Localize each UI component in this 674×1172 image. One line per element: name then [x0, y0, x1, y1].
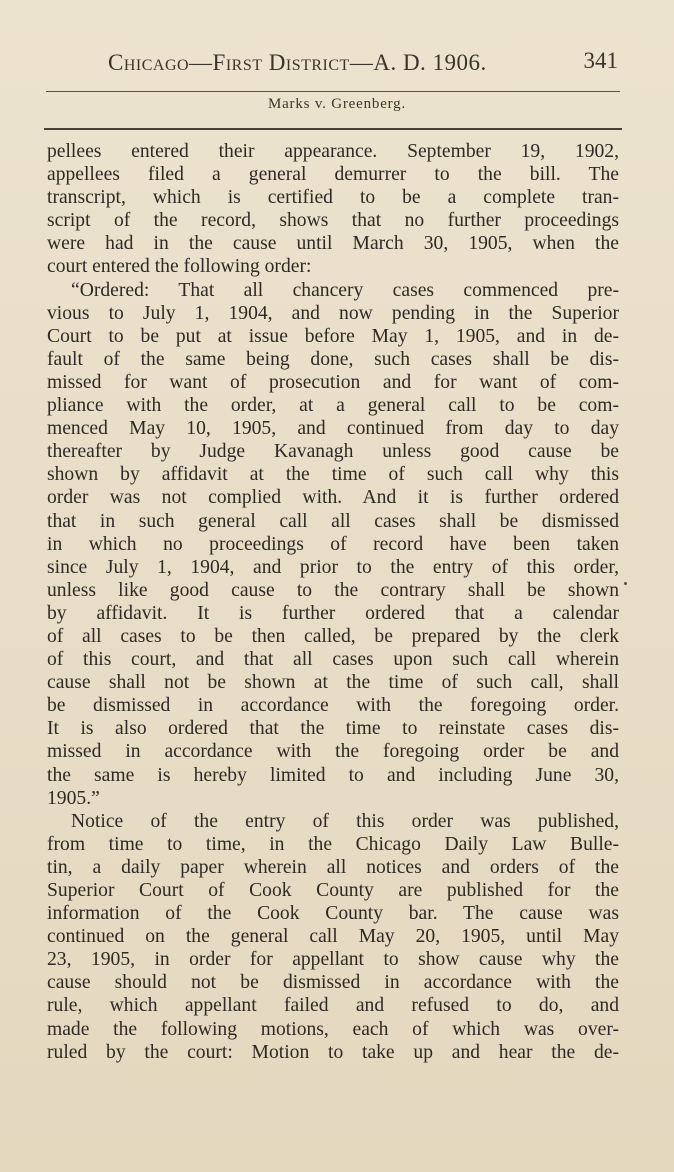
text-line: court entered the following order: — [47, 256, 312, 278]
text-line: Court to be put at issue before May 1, 1905, and in de- — [47, 325, 619, 347]
text-line: vious to July 1, 1904, and now pending in the Superior — [47, 302, 619, 324]
text-line: appellees filed a general demurrer to the bill. The — [47, 164, 619, 186]
text-line: continued on the general call May 20, 1905, until May — [47, 926, 619, 948]
text-line: Superior Court of Cook County are published for the — [47, 880, 619, 901]
text-line: 1905.” — [47, 787, 100, 809]
text-line: missed for want of prosecution and for want of com- — [47, 371, 619, 393]
text-line: script of the record, shows that no further proceedings — [47, 210, 619, 232]
running-title: Chicago—First District—A. D. 1906. — [108, 50, 487, 75]
text-line: cause should not be dismissed in accordance with the — [47, 972, 619, 994]
text-line: transcript, which is certified to be a complete tran- — [47, 187, 619, 209]
text-line: of all cases to be then called, be prepared by the clerk — [47, 625, 619, 647]
running-head — [108, 44, 618, 80]
text-line: shown by affidavit at the time of such call why this — [47, 464, 619, 486]
text-line: tin, a daily paper wherein all notices and orders of the — [47, 856, 619, 878]
text-line: from time to time, in the Chicago Daily Law Bulle- — [47, 833, 619, 855]
text-line: unless like good cause to the contrary shall be shown — [47, 579, 619, 601]
text-line: since July 1, 1904, and prior to the entry of this order, — [47, 556, 619, 578]
margin-mark — [624, 582, 627, 585]
text-line: Notice of the entry of this order was published, — [71, 810, 619, 832]
text-line: the same is hereby limited to and including June 30, — [47, 764, 619, 786]
text-line: missed in accordance with the foregoing order be and — [47, 741, 619, 763]
text-line: fault of the same being done, such cases shall be dis- — [47, 348, 619, 370]
header-rule-top — [46, 91, 620, 92]
text-line: that in such general call all cases shall be dismissed — [47, 510, 619, 532]
text-line: by affidavit. It is further ordered that a calendar — [47, 602, 619, 624]
text-line: order was not complied with. And it is further ordered — [47, 487, 619, 509]
text-line: “Ordered: That all chancery cases commenced pre- — [71, 279, 619, 301]
page-number: 341 — [583, 48, 618, 73]
text-line: pellees entered their appearance. September 19, 1902, — [47, 141, 619, 162]
text-line: ruled by the court: Motion to take up and hear the de- — [47, 1041, 619, 1063]
text-line: It is also ordered that the time to reinstate cases dis- — [47, 718, 619, 740]
text-line: thereafter by Judge Kavanagh unless good cause be — [47, 441, 619, 463]
text-line: cause shall not be shown at the time of such call, shall — [47, 672, 619, 694]
text-line: of this court, and that all cases upon such call wherein — [47, 649, 619, 671]
text-line: 23, 1905, in order for appellant to show cause why the — [47, 949, 619, 971]
text-line: menced May 10, 1905, and continued from day to day — [47, 418, 619, 440]
case-name: Marks v. Greenberg. — [267, 96, 407, 112]
text-line: pliance with the order, at a general call to be com- — [47, 395, 619, 417]
text-line: be dismissed in accordance with the foregoing order. — [47, 695, 619, 717]
text-line: made the following motions, each of which was over- — [47, 1018, 619, 1040]
header-rule-bottom — [44, 128, 622, 130]
text-line: rule, which appellant failed and refused to do, and — [47, 995, 619, 1017]
text-line: were had in the cause until March 30, 1905, when the — [47, 233, 619, 255]
body-text — [47, 140, 619, 1064]
text-line: in which no proceedings of record have been taken — [47, 533, 619, 555]
text-line: information of the Cook County bar. The cause was — [47, 903, 619, 925]
